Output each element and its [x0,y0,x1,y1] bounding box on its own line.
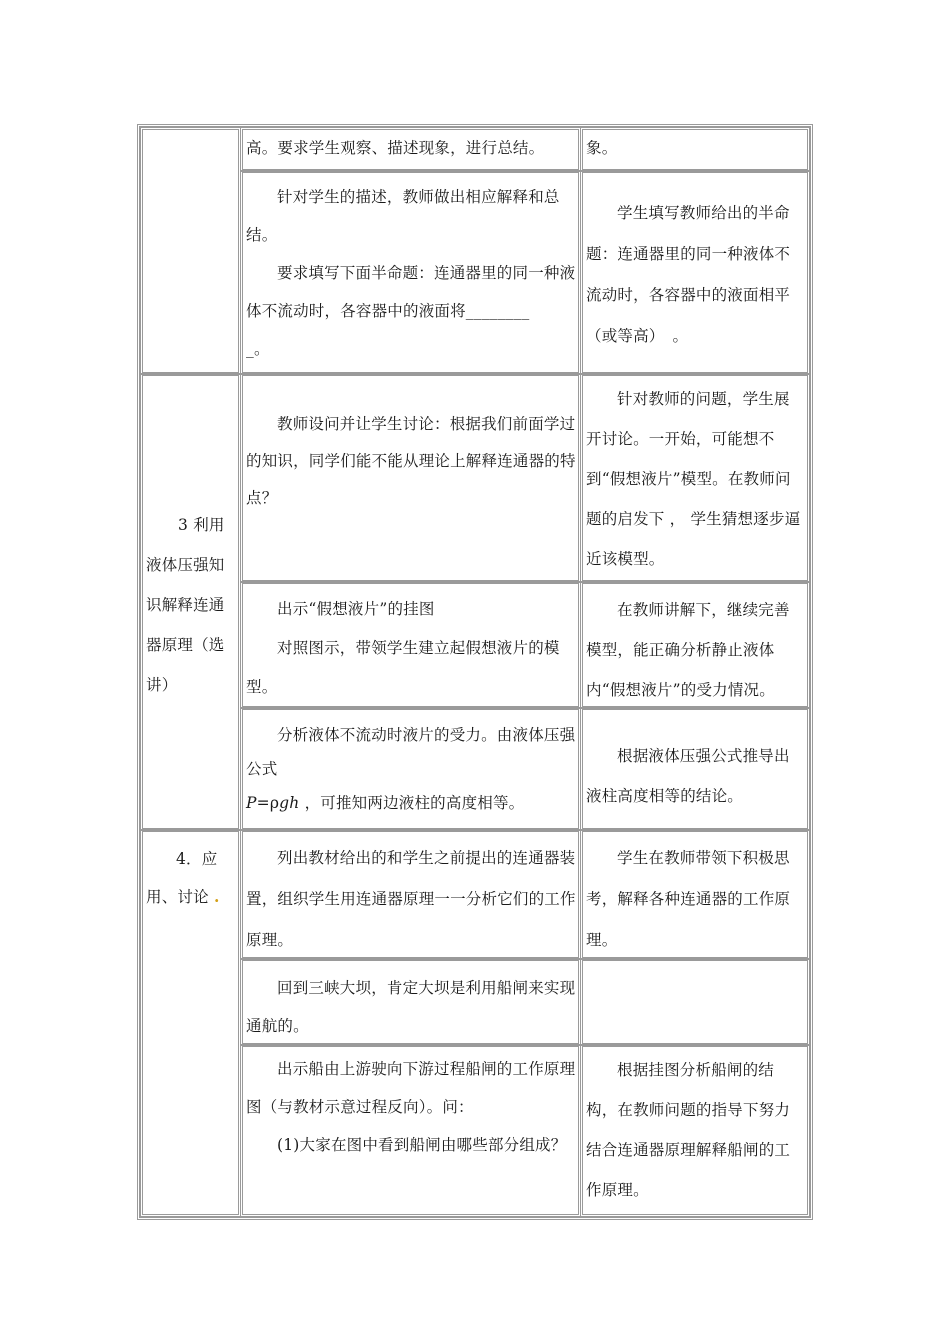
student-text-5 [582,730,808,816]
formula-line [246,786,578,820]
teacher-text-1 [242,124,582,167]
stage-line [146,878,236,916]
teacher-para: 要求填写下面半命题：连通器里的同一种液体不流动时，各容器中的液面将________ [246,264,576,320]
teacher-para: 回到三峡大坝，肯定大坝是利用船闸来实现通航的。 [246,979,576,1035]
stage-line-text: 用、讨论 [146,888,209,906]
student-para: 根据液体压强公式推导出液柱高度相等的结论。 [586,747,790,805]
teacher-text-2 [242,172,582,368]
student-text-8 [582,1044,808,1210]
student-text-3 [582,373,808,579]
teacher-para: (1)大家在图中看到船闸由哪些部分组成？ [277,1136,567,1154]
teacher-para: _。 [246,340,270,358]
stage-line: 3 利用 [178,516,225,534]
teacher-para: 出示“假想液片”的挂图 [277,600,435,618]
stage-line: 识解释连通 [146,596,225,614]
stage-line: 讲） [146,676,178,694]
stage-text-3 [142,499,240,705]
teacher-text-7 [242,963,582,1045]
stage-line: 4．应 [176,850,218,868]
teacher-text-4 [242,584,582,707]
teacher-text-6 [242,832,582,961]
student-text-1 [582,124,807,167]
stage-line: 液体压强知 [146,556,225,574]
student-text-6 [582,832,808,961]
teacher-para: 分析液体不流动时液片的受力。由液体压强公式 [246,726,576,778]
teacher-para: 对照图示，带领学生建立起假想液片的模型。 [246,639,560,696]
student-para: 象。 [586,139,618,157]
student-para: 针对教师的问题，学生展开讨论。一开始，可能想不到“假想液片”模型。在教师问题的启发下 ， 学生猜想逐步逼近该模型。 [586,390,801,568]
teacher-para: 教师设问并让学生讨论：根据我们前面学过的知识，同学们能不能从理论上解释连通器的特点？ [246,415,576,507]
student-para: 学生填写教师给出的半命题：连通器里的同一种液体不流动时，各容器中的液面相平（或等高） 。 [586,204,791,345]
teacher-para: 出示船由上游驶向下游过程船闸的工作原理图（与教材示意过程反向）。问： [246,1060,576,1116]
teacher-text-8 [242,1044,582,1164]
teacher-para: 列出教材给出的和学生之前提出的连通器装置，组织学生用连通器原理一一分析它们的工作原理。 [246,849,576,949]
student-text-2 [582,187,808,357]
stage-cell-1 [140,127,241,375]
formula-tail: ，可推知两边液柱的高度相等。 [299,794,525,812]
teacher-text-3 [242,400,582,517]
student-para: 根据挂图分析船闸的结构，在教师问题的指导下努力结合连通器原理解释船闸的工作原理。 [586,1061,791,1199]
teacher-para: 高。要求学生观察、描述现象，进行总结。 [246,139,545,157]
student-text-4 [582,584,808,710]
stage-line: 器原理（选 [146,636,225,654]
stage-dot: . [213,887,220,906]
formula-p: P [246,794,257,812]
stage-text-6 [142,834,240,916]
teacher-text-5 [242,712,582,820]
student-para: 在教师讲解下，继续完善模型，能正确分析静止液体内“假想液片”的受力情况。 [586,601,790,699]
teacher-para: 针对学生的描述，教师做出相应解释和总结。 [246,188,560,244]
student-para: 学生在教师带领下积极思考，解释各种连通器的工作原理。 [586,849,791,949]
student-cell-7 [580,958,810,1046]
formula-eq: =ρ [256,794,280,812]
formula-gh: gh [279,794,300,812]
